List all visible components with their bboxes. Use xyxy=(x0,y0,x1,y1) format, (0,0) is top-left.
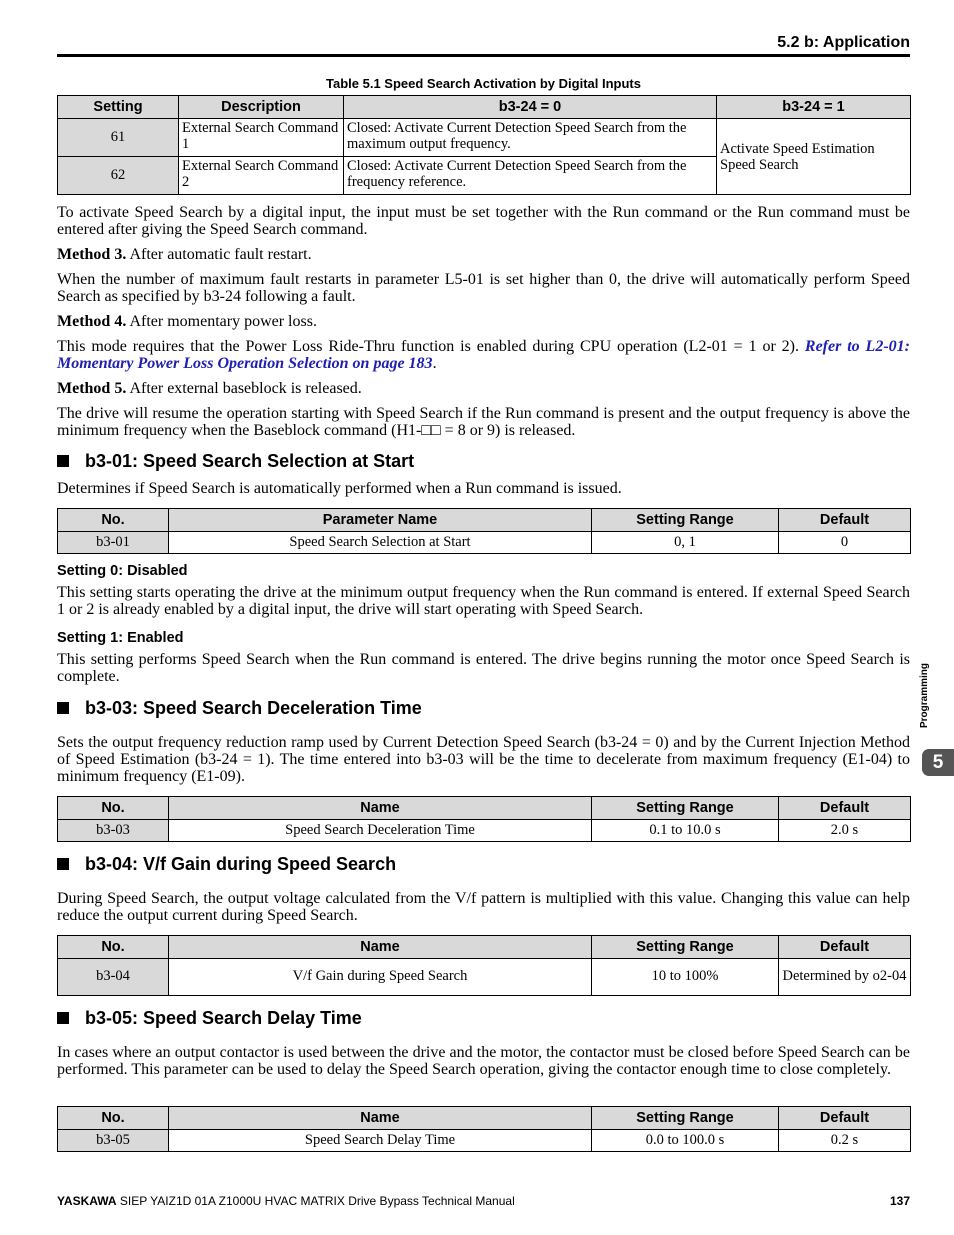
column-header: Setting xyxy=(58,96,179,119)
default-cell: 0.2 s xyxy=(779,1130,911,1152)
parameter-name-cell: Speed Search Selection at Start xyxy=(169,532,592,554)
table-row xyxy=(58,532,911,554)
b3-24-0-cell: Closed: Activate Current Detection Speed Search from the frequency reference. xyxy=(344,157,717,195)
table-header-row xyxy=(58,509,911,532)
bullet-square-icon xyxy=(57,702,69,714)
column-header: Default xyxy=(779,509,911,532)
column-header: Name xyxy=(169,1107,592,1130)
chapter-tab[interactable]: 5 xyxy=(922,749,954,776)
method-label: Method 3. xyxy=(57,246,127,263)
setting-1-title: Setting 1: Enabled xyxy=(57,630,184,646)
section-title: b3-04: V/f Gain during Speed Search xyxy=(85,854,397,874)
section-heading-b3-04 xyxy=(57,854,396,875)
section-title: b3-03: Speed Search Deceleration Time xyxy=(85,698,422,718)
default-cell: Determined by o2-04 xyxy=(779,959,911,996)
table-row xyxy=(58,119,911,157)
method-label: Method 4. xyxy=(57,313,127,330)
paragraph: This setting performs Speed Search when the Run command is entered. The drive begins running the motor once Speed Search is complete. xyxy=(57,651,910,686)
paragraph-end: . xyxy=(432,355,437,373)
setting-range-cell: 0.0 to 100.0 s xyxy=(592,1130,779,1152)
column-header: Default xyxy=(779,797,911,820)
paragraph: In cases where an output contactor is used between the drive and the motor, the contactor must be closed before Speed Search can be performed. This parameter can be used to delay the Speed Search operation, giving the contactor enough time to close completely. xyxy=(57,1044,910,1079)
column-header: Setting Range xyxy=(592,936,779,959)
parameter-name-cell: Speed Search Deceleration Time xyxy=(169,820,592,842)
setting-range-cell: 0.1 to 10.0 s xyxy=(592,820,779,842)
paragraph: Determines if Speed Search is automatically performed when a Run command is issued. xyxy=(57,480,622,497)
method-text: After external baseblock is released. xyxy=(126,380,362,397)
bullet-square-icon xyxy=(57,455,69,467)
column-header: No. xyxy=(58,936,169,959)
column-header: No. xyxy=(58,509,169,532)
column-header: No. xyxy=(58,1107,169,1130)
paragraph: This setting starts operating the drive at the minimum output frequency when the Run command is entered. If external Speed Search 1 or 2 is already enabled by a digital input, the drive will start operating with Speed Search. xyxy=(57,584,910,619)
paragraph: The drive will resume the operation starting with Speed Search if the Run command is present and the output frequency is above the minimum frequency when the Baseblock command (H1-□□ = 8 or 9) is released. xyxy=(57,405,910,440)
table-header-row xyxy=(58,96,911,119)
column-header: Parameter Name xyxy=(169,509,592,532)
column-header: Name xyxy=(169,797,592,820)
paragraph: When the number of maximum fault restarts in parameter L5-01 is set higher than 0, the drive will automatically perform Speed Search as specified by b3-24 following a fault. xyxy=(57,271,910,306)
column-header: Setting Range xyxy=(592,509,779,532)
paragraph xyxy=(57,338,910,372)
method-text: After momentary power loss. xyxy=(126,313,317,330)
side-tab-text: Programming xyxy=(919,662,931,729)
setting-cell: 62 xyxy=(58,157,179,195)
table-header-row xyxy=(58,1107,911,1130)
section-heading-b3-05 xyxy=(57,1008,362,1029)
section-heading-b3-01 xyxy=(57,451,414,472)
footer-title: SIEP YAIZ1D 01A Z1000U HVAC MATRIX Drive Bypass Technical Manual xyxy=(116,1194,515,1208)
column-header: Setting Range xyxy=(592,797,779,820)
column-header: b3-24 = 1 xyxy=(717,96,911,119)
b3-05-parameter-table xyxy=(57,1106,911,1152)
b3-04-parameter-table xyxy=(57,935,911,996)
parameter-no-cell: b3-01 xyxy=(58,532,169,554)
parameter-no-cell: b3-04 xyxy=(58,959,169,996)
cross-reference-link[interactable]: Refer to L2-01: Momentary Power Loss Operation Selection on page 183 xyxy=(57,338,910,373)
default-cell: 0 xyxy=(779,532,911,554)
header-rule xyxy=(57,54,910,57)
section-title: b3-01: Speed Search Selection at Start xyxy=(85,451,415,471)
column-header: No. xyxy=(58,797,169,820)
parameter-name-cell: V/f Gain during Speed Search xyxy=(169,959,592,996)
method-5 xyxy=(57,380,910,397)
column-header: Description xyxy=(179,96,344,119)
method-3 xyxy=(57,246,910,263)
b3-24-1-cell: Activate Speed Estimation Speed Search xyxy=(717,119,911,195)
parameter-no-cell: b3-03 xyxy=(58,820,169,842)
setting-cell: 61 xyxy=(58,119,179,157)
paragraph: To activate Speed Search by a digital input, the input must be set together with the Run command or the Run command must be entered after giving the Speed Search command. xyxy=(57,204,910,239)
column-header: b3-24 = 0 xyxy=(344,96,717,119)
page-number: 137 xyxy=(889,1194,910,1208)
column-header: Default xyxy=(779,936,911,959)
paragraph-text: This mode requires that the Power Loss Ride-Thru function is enabled during CPU operation (L2-01 = 1 or 2). xyxy=(57,338,805,355)
table-row xyxy=(58,820,911,842)
description-cell: External Search Command 2 xyxy=(179,157,344,195)
column-header: Default xyxy=(779,1107,911,1130)
setting-range-cell: 0, 1 xyxy=(592,532,779,554)
column-header: Setting Range xyxy=(592,1107,779,1130)
table-header-row xyxy=(58,936,911,959)
table-header-row xyxy=(58,797,911,820)
setting-0-title: Setting 0: Disabled xyxy=(57,563,188,579)
footer-brand: YASKAWA xyxy=(57,1194,117,1208)
bullet-square-icon xyxy=(57,1012,69,1024)
footer xyxy=(57,1194,515,1208)
description-cell: External Search Command 1 xyxy=(179,119,344,157)
parameter-name-cell: Speed Search Delay Time xyxy=(169,1130,592,1152)
b3-24-0-cell: Closed: Activate Current Detection Speed Search from the maximum output frequency. xyxy=(344,119,717,157)
b3-01-parameter-table xyxy=(57,508,911,554)
method-4 xyxy=(57,313,910,330)
section-heading-b3-03 xyxy=(57,698,422,719)
setting-range-cell: 10 to 100% xyxy=(592,959,779,996)
default-cell: 2.0 s xyxy=(779,820,911,842)
table-row xyxy=(58,1130,911,1152)
b3-03-parameter-table xyxy=(57,796,911,842)
bullet-square-icon xyxy=(57,858,69,870)
method-label: Method 5. xyxy=(57,380,127,397)
column-header: Name xyxy=(169,936,592,959)
section-header: 5.2 b: Application xyxy=(777,34,910,51)
method-text: After automatic fault restart. xyxy=(126,246,312,263)
paragraph: During Speed Search, the output voltage calculated from the V/f pattern is multiplied with this value. Changing this value can help reduce the output current during Speed Search. xyxy=(57,890,910,925)
table-caption: Table 5.1 Speed Search Activation by Digital Inputs xyxy=(326,76,641,91)
section-title: b3-05: Speed Search Delay Time xyxy=(85,1008,362,1028)
speed-search-activation-table xyxy=(57,95,911,195)
table-row xyxy=(58,959,911,996)
parameter-no-cell: b3-05 xyxy=(58,1130,169,1152)
side-tab-label xyxy=(920,658,940,738)
paragraph: Sets the output frequency reduction ramp used by Current Detection Speed Search (b3-24 = 0) and by the Current Injection Method of Speed Estimation (b3-24 = 1). The time entered into b3-03 will be the time to decelerate from maximum frequency (E1-04) to minimum frequency (E1-09). xyxy=(57,734,910,786)
